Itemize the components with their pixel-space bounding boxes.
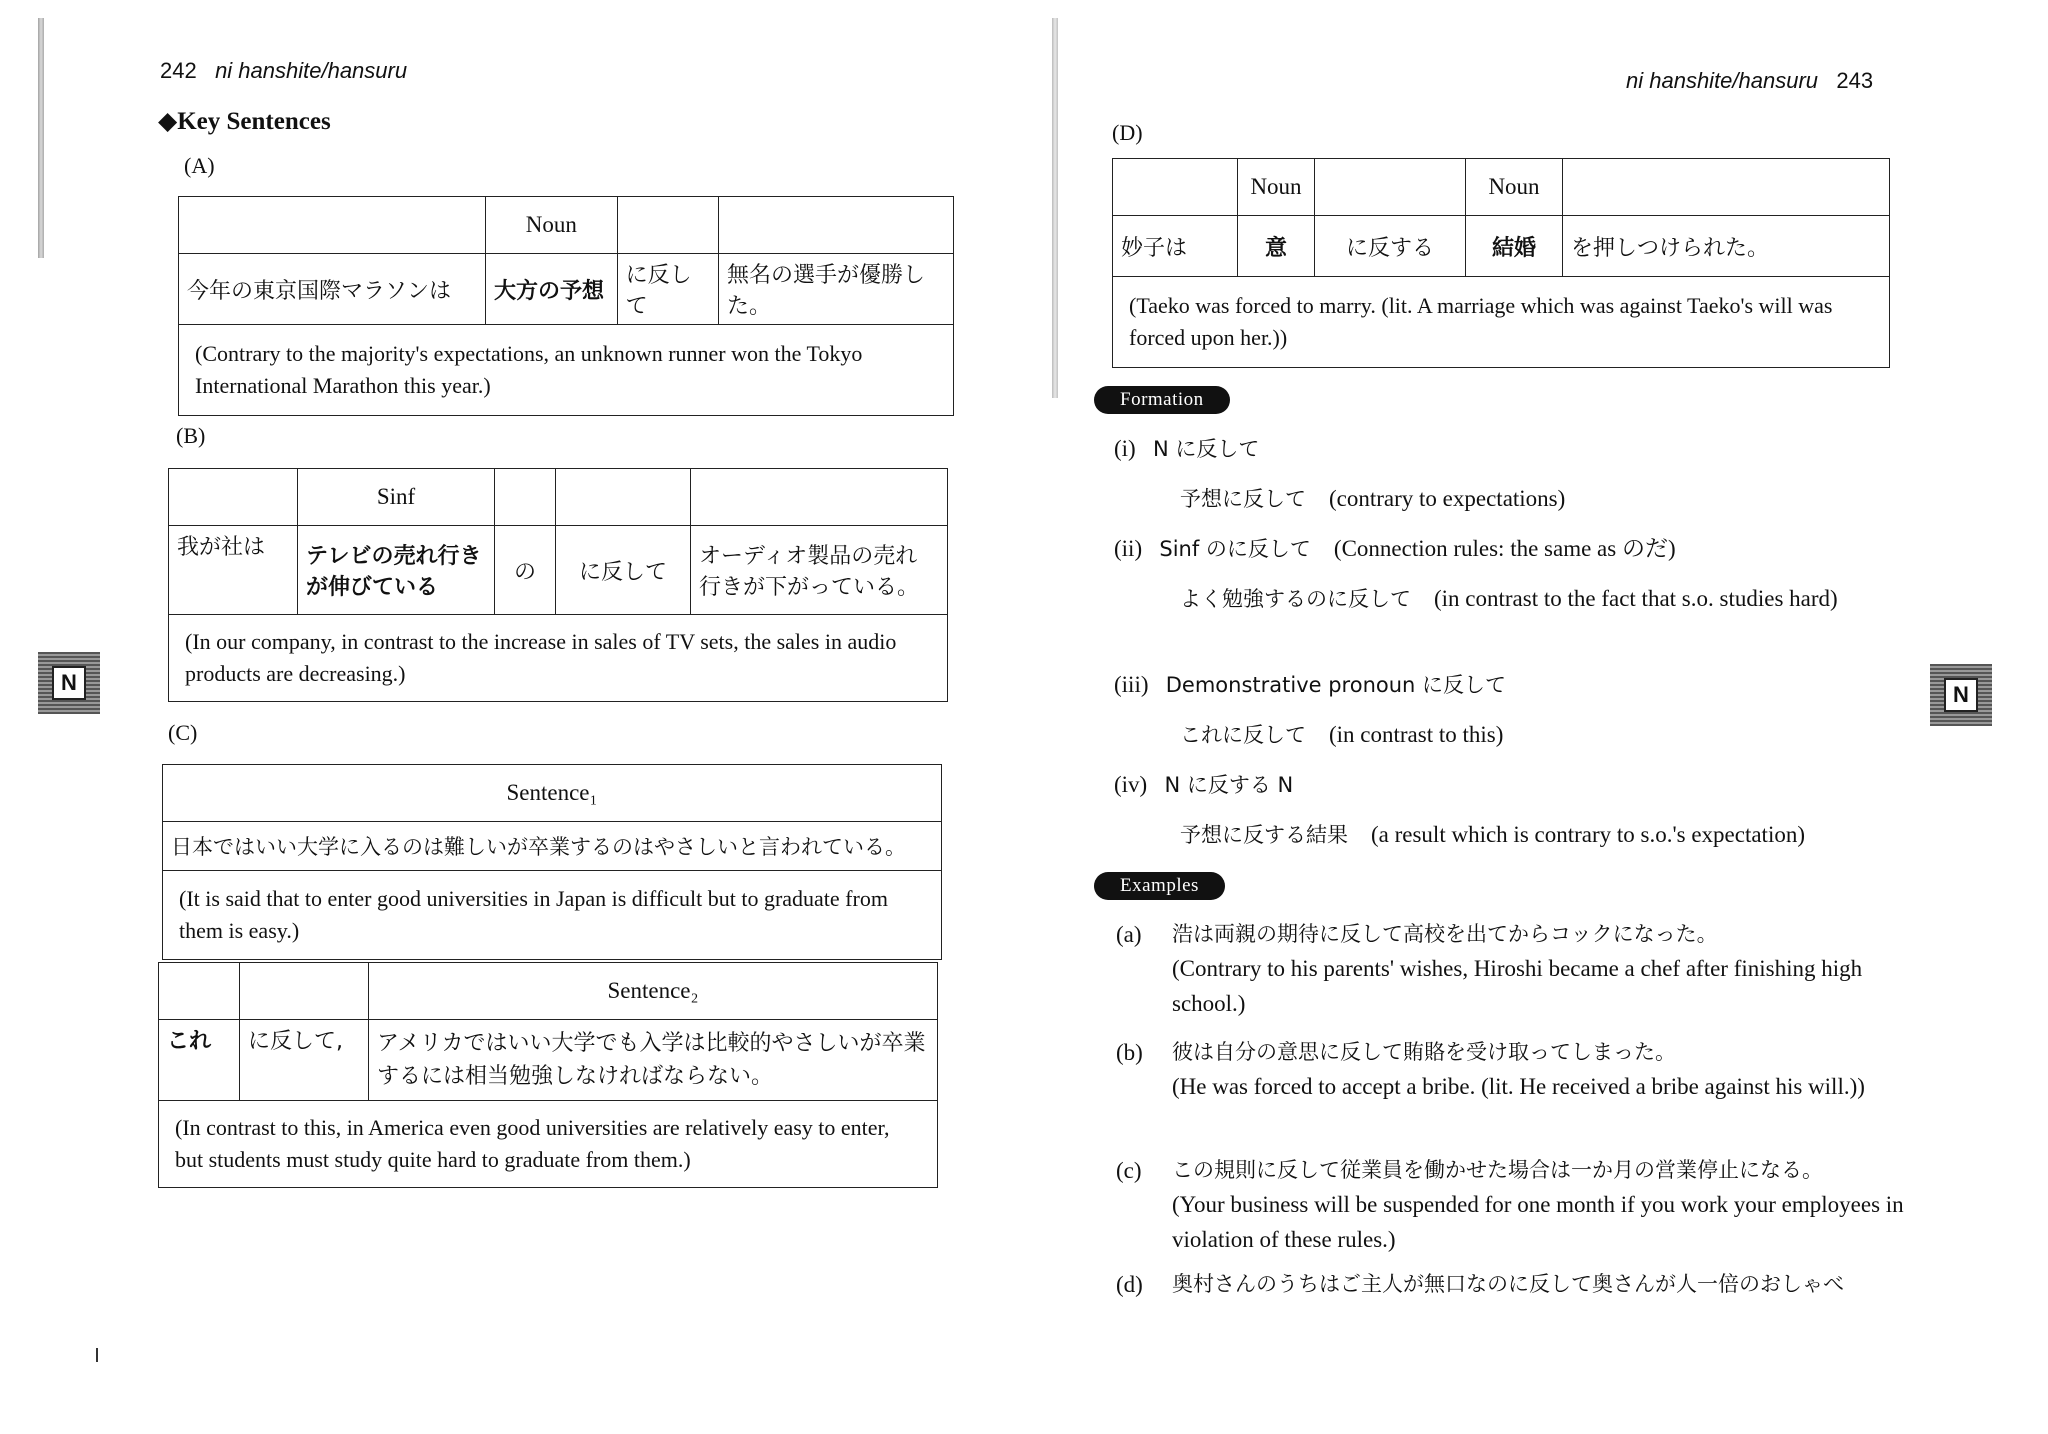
- table-cell: 我が社は: [169, 526, 298, 615]
- print-mark: [96, 1348, 98, 1362]
- formation-item: [1114, 532, 1676, 567]
- example-number: (a): [1116, 922, 1142, 947]
- running-title: ni hanshite/hansuru: [1626, 68, 1819, 93]
- key-sentence-table-c1: [162, 764, 942, 960]
- table-cell: 今年の東京国際マラソンは: [179, 254, 486, 325]
- formation-item: [1114, 668, 1506, 703]
- tab-letter: N: [1944, 678, 1978, 712]
- formation-example: よく勉強するのに反して (in contrast to the fact that s.o. studies hard): [1180, 586, 1838, 611]
- table-cell: に反して: [556, 526, 691, 615]
- table-cell: これ: [159, 1020, 240, 1101]
- running-head-right: [1626, 68, 1873, 94]
- table-cell: の: [495, 526, 556, 615]
- page-number: 242: [160, 58, 197, 83]
- pattern-note: (Connection rules: the same as のだ): [1333, 536, 1676, 561]
- table-cell: テレビの売れ行きが伸びている: [298, 526, 495, 615]
- pattern: Demonstrative pronoun に反して: [1165, 673, 1507, 697]
- example-number: (d): [1116, 1272, 1143, 1297]
- header-sentence2: Sentence₂: [369, 963, 938, 1020]
- example: 奥村さんのうちはご主人が無口なのに反して奥さんが人一倍のおしゃべ: [1172, 1272, 1844, 1296]
- table-cell: 妙子は: [1113, 216, 1238, 277]
- item-number: (iv): [1114, 772, 1148, 797]
- header-sentence1: Sentence₁: [163, 765, 942, 822]
- formation-example: 予想に反して (contrary to expectations): [1180, 486, 1566, 511]
- pattern: N に反して: [1152, 437, 1260, 461]
- page-number: 243: [1836, 68, 1874, 93]
- sentence-label-d: (D): [1112, 120, 1143, 145]
- formation-item: [1114, 432, 1259, 467]
- header-noun: Noun: [1466, 159, 1563, 216]
- item-number: (iii): [1114, 672, 1149, 697]
- example: この規則に反して従業員を働かせた場合は一か月の営業停止になる。 (Your business will be suspended for one month if you work your employees in violation of these rules.): [1172, 1158, 1904, 1253]
- formation-example: これに反して (in contrast to this): [1180, 722, 1504, 747]
- examples-label: Examples: [1094, 872, 1225, 900]
- table-cell: に反する: [1315, 216, 1466, 277]
- item-number: (i): [1114, 436, 1136, 461]
- header-noun: Noun: [1238, 159, 1315, 216]
- table-cell: 結婚: [1466, 216, 1563, 277]
- formation-item: [1114, 768, 1293, 803]
- running-title: ni hanshite/hansuru: [215, 58, 408, 83]
- table-cell: 日本ではいい大学に入るのは難しいが卒業するのはやさしいと言われている。: [163, 822, 942, 871]
- formation-example: 予想に反する結果 (a result which is contrary to s.o.'s expectation): [1180, 822, 1805, 847]
- table-cell: アメリカではいい大学でも入学は比較的やさしいが卒業するには相当勉強しなければならない。: [369, 1020, 938, 1101]
- thumb-index-tab: [1930, 664, 1992, 726]
- sentence-label-c: (C): [168, 720, 198, 745]
- formation-label: Formation: [1094, 386, 1230, 414]
- translation: (In contrast to this, in America even good universities are relatively easy to enter, but students must study quite hard to graduate from them.): [159, 1101, 938, 1188]
- translation: (Contrary to the majority's expectations, an unknown runner won the Tokyo International Marathon this year.): [179, 325, 954, 416]
- table-cell: オーディオ製品の売れ行きが下がっている。: [691, 526, 948, 615]
- table-cell: を押しつけられた。: [1563, 216, 1890, 277]
- pattern: Sinf のに反して: [1159, 537, 1311, 561]
- table-cell: 無名の選手が優勝した。: [719, 254, 954, 325]
- example: 彼は自分の意思に反して賄賂を受け取ってしまった。 (He was forced to accept a bribe. (lit. He received a bribe against his will.)): [1172, 1040, 1865, 1099]
- pattern: N に反する N: [1164, 773, 1294, 797]
- table-cell: 意: [1238, 216, 1315, 277]
- translation: (Taeko was forced to marry. (lit. A marriage which was against Taeko's will was forced upon her.)): [1113, 277, 1890, 368]
- running-head-left: [160, 58, 407, 84]
- translation: (In our company, in contrast to the increase in sales of TV sets, the sales in audio products are decreasing.): [169, 615, 948, 702]
- item-number: (ii): [1114, 536, 1143, 561]
- header-sinf: Sinf: [298, 469, 495, 526]
- tab-letter: N: [52, 666, 86, 700]
- example: 浩は両親の期待に反して高校を出てからコックになった。 (Contrary to his parents' wishes, Hiroshi became a chef after finishing high school.): [1172, 922, 1863, 1017]
- table-cell: 大方の予想: [486, 254, 618, 325]
- translation: (It is said that to enter good universities in Japan is difficult but to graduate from them is easy.): [163, 871, 942, 960]
- key-sentence-table-a: [178, 196, 954, 416]
- section-heading: ◆Key Sentences: [158, 108, 331, 135]
- table-cell: に反して,: [240, 1020, 369, 1101]
- header-noun: Noun: [486, 197, 618, 254]
- sentence-label-a: (A): [184, 153, 215, 178]
- right-page: [1040, 0, 2048, 1434]
- example-number: (b): [1116, 1040, 1143, 1065]
- key-sentence-table-b: [168, 468, 948, 702]
- key-sentence-table-c2: [158, 962, 938, 1188]
- key-sentence-table-d: [1112, 158, 1890, 368]
- table-cell: に反して: [617, 254, 718, 325]
- sentence-label-b: (B): [176, 423, 206, 448]
- example-number: (c): [1116, 1158, 1142, 1183]
- thumb-index-tab: [38, 652, 100, 714]
